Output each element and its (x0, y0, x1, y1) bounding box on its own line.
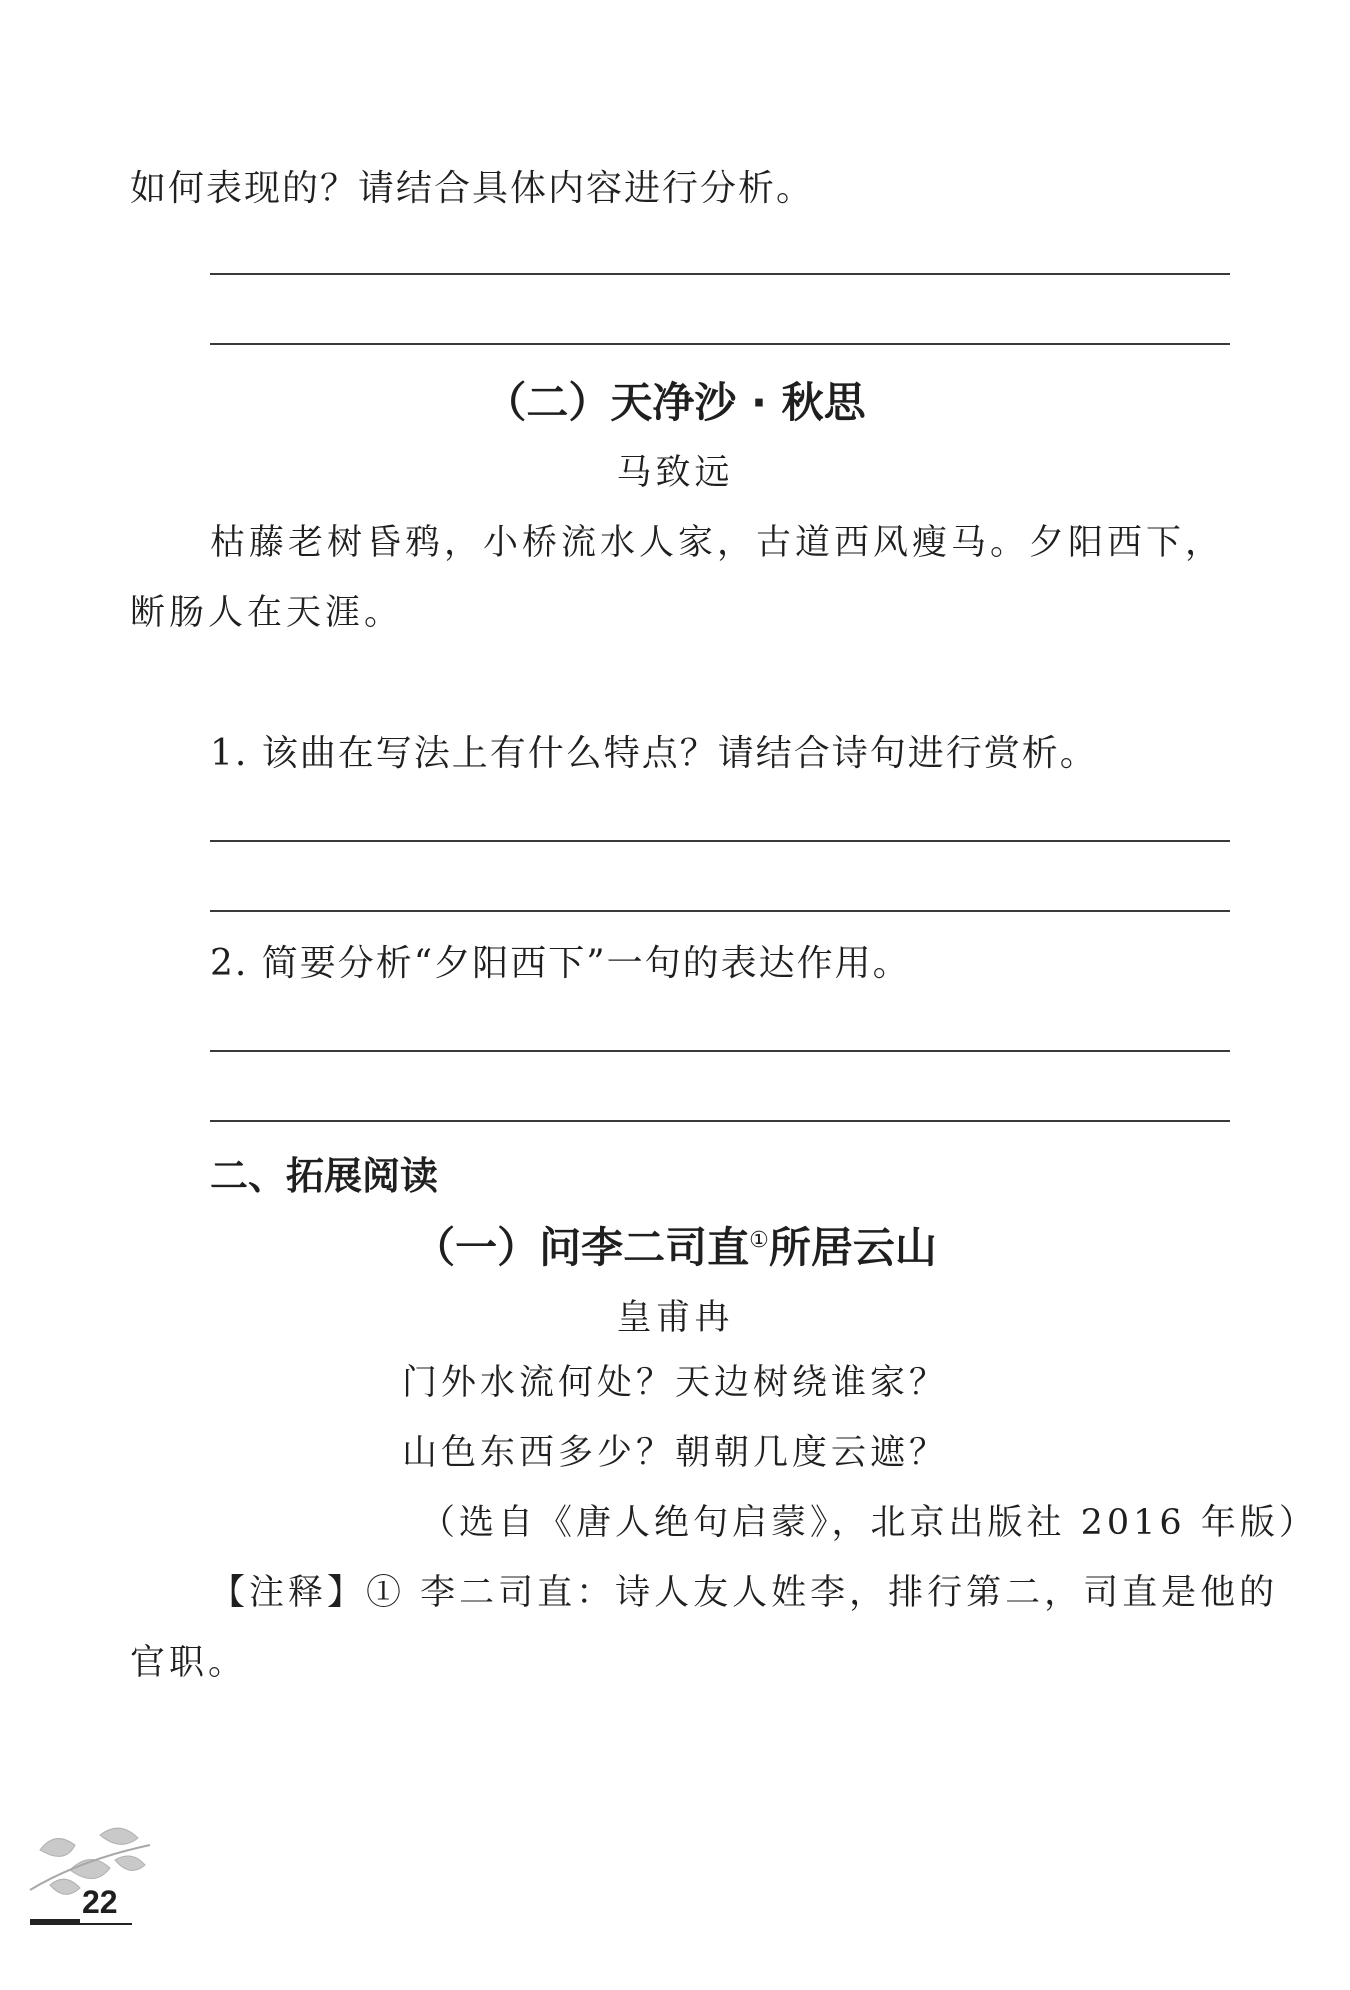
annotation-line: 官职。 (130, 1643, 248, 1683)
footnote-marker: ① (749, 1228, 769, 1253)
poem-text-line: 门外水流何处？天边树绕谁家？ (401, 1363, 948, 1403)
answer-line (210, 1050, 1230, 1052)
question-2: 2. 简要分析“夕阳西下”一句的表达作用。 (210, 943, 911, 984)
page-number: 22 (82, 1884, 118, 1920)
question-1: 1. 该曲在写法上有什么特点？请结合诗句进行赏析。 (210, 733, 1098, 774)
poem-text-line: 断肠人在天涯。 (130, 593, 404, 633)
poem-author: 马致远 (616, 453, 734, 493)
answer-line (210, 273, 1230, 275)
poem-title: （二）天净沙 · 秋思 (484, 378, 866, 427)
footer-rule (80, 1923, 132, 1925)
answer-line (210, 343, 1230, 345)
answer-line (210, 910, 1230, 912)
annotation-line: 【注释】① 李二司直：诗人友人姓李，排行第二，司直是他的 (210, 1573, 1279, 1613)
section-heading: 二、拓展阅读 (210, 1154, 439, 1198)
poem-text-line: 山色东西多少？朝朝几度云遮？ (401, 1433, 948, 1473)
poem-title: （一）问李二司直①所居云山 (413, 1223, 937, 1272)
footer-bar (30, 1919, 80, 1925)
answer-line (210, 840, 1230, 842)
poem-author: 皇甫冉 (616, 1298, 734, 1338)
poem-text-line: 枯藤老树昏鸦，小桥流水人家，古道西风瘦马。夕阳西下， (210, 523, 1225, 563)
source-citation: （选自《唐人绝句启蒙》，北京出版社 2016 年版） (420, 1503, 1318, 1543)
answer-line (210, 1120, 1230, 1122)
question-continuation: 如何表现的？请结合具体内容进行分析。 (130, 168, 815, 209)
